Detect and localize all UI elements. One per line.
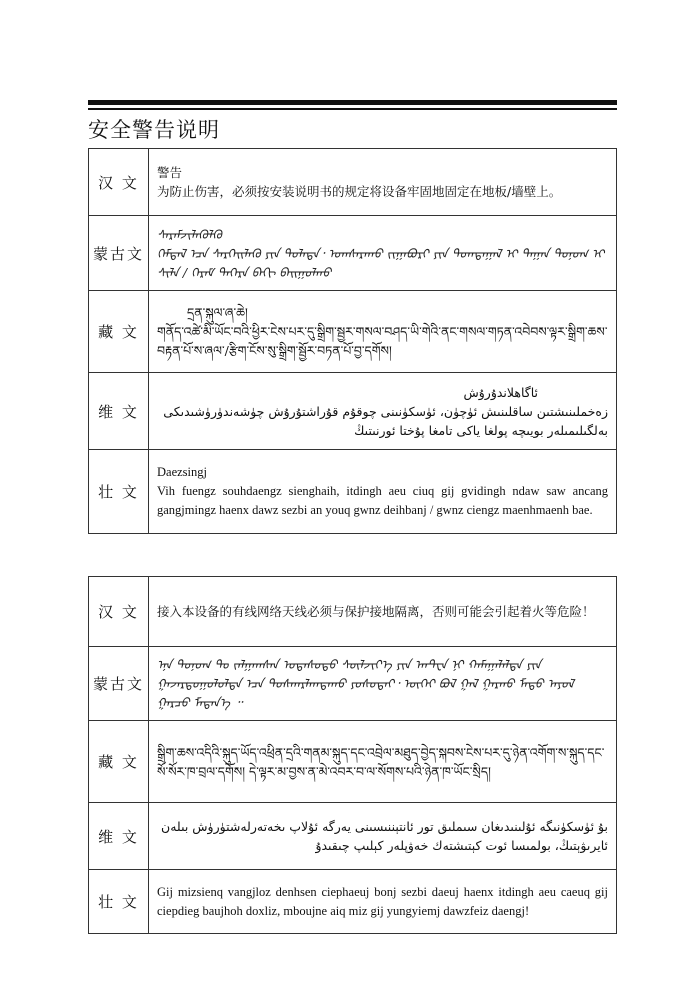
language-label: 汉 文: [89, 149, 149, 216]
language-label: 维 文: [89, 803, 149, 870]
language-label: 壮 文: [89, 450, 149, 534]
table-row: [89, 149, 617, 216]
header-rule-thin: [88, 108, 617, 110]
table-row: [89, 647, 617, 721]
language-label: 藏 文: [89, 291, 149, 373]
row-text: ᠭᠡᠮᠲᠡᠯ ᠡᠴᠡ ᠰᠡᠷᠭᠡᠢᠯᠡᠬᠦ ᠶᠢᠨ ᠲᠤᠯᠠᠳᠠ᠂ ᠤᠭᠰᠠᠷᠠᠬᠤ ᠵᠢᠭᠠᠪᠤᠷᠢ ᠶᠢᠨ ᠲᠣᠭᠲᠠᠭᠠᠯ ᠢ ᠳᠠᠭᠠᠨ ᠲᠣᠨᠣᠭ ᠢ ᠰᠢᠯᠠ / ᠬᠡᠷᠡᠮ ᠳᠡᠭᠡᠷᠡ ᠪᠠᠬᠢ ᠪᠠᠢᠭᠤᠯᠬᠤ: [157, 245, 605, 280]
row-content: [149, 450, 617, 534]
row-text: بۇ ئۈسكۈنىگە ئۇلىنىدىغان سىملىق تور ئانتېننىسىنى يەرگە ئۇلاپ ىخەتەرلەشتۈرۈش بىلەن ئايرىۋېتىڭ، بولمىسا ئوت كېتىشتەك خەۋپلەر كېلىپ چىقىدۇ: [149, 803, 617, 870]
row-heading: ئاگاھلاندۇرۇش: [463, 384, 538, 400]
table-row: [89, 450, 617, 534]
language-label: 蒙古文: [89, 216, 149, 291]
row-heading: ᠰᠡᠷᠡᠮᠵᠢᠯᠡᠭᠦᠯᠬᠦ: [157, 226, 222, 242]
row-content: [149, 216, 617, 291]
row-content: [149, 149, 617, 216]
row-text: ᠡᠨᠡ ᠲᠣᠨᠣᠭ ᠲᠤ ᠵᠠᠯᠭᠠᠭᠰᠠᠨ ᠤᠲᠠᠰᠤᠲᠤ ᠰᠦᠯᠵᠢᠶ᠎ᠡ ᠶᠢᠨ ᠠᠨᠲ᠋ᠧᠨ ᠨᠢ ᠬᠠᠮᠠᠭᠠᠯᠠᠯᠲᠠ ᠶᠢᠨ ᠭᠠᠵᠠᠷᠳᠤᠭᠤᠯᠤᠯᠲᠠ ᠡᠴᠡ ᠲᠤᠰᠭᠠᠷᠯᠠᠭᠳᠠᠬᠤ ᠶᠣᠰᠤᠲᠠᠢ᠂ ᠦᠭᠡᠢ ᠪᠣᠯ ᠭᠠᠯ ᠭᠠᠷᠬᠤ ᠮᠡᠲᠦ ᠠᠶᠤᠯ ᠭᠠᠷᠴᠤ ᠮᠡᠳᠡᠨ᠎ᠡ ᠃: [149, 647, 617, 721]
warning-table-grounding: [88, 576, 617, 934]
table-row: [89, 291, 617, 373]
language-label: 蒙古文: [89, 647, 149, 721]
table-row: [89, 216, 617, 291]
row-text: གནོད་འཚེ་མི་ཡོང་བའི་ཕྱིར་ངེས་པར་དུ་སྒྲིག་སྦྱར་གསལ་བཤད་ཡི་གེའི་ནང་གསལ་གཏན་འབེབས་ལྟར་སྒྲིག་ཆས་བརྟན་པོ་ས་ཞལ་/རྩིག་ངོས་སུ་སྒྲིག་སྦྱོར་བཏན་པོ་བྱ་དགོས།: [157, 324, 608, 358]
row-heading: དྲན་སྐུལ་ཞ་ཆེ།: [187, 305, 248, 320]
row-text: སྒྲིག་ཆས་འདིའི་སྐུད་ཡོད་འཕྲིན་དྲའི་གནམ་སྐུད་དང་འབྲེལ་མཐུད་བྱེད་སྐབས་ངེས་པར་དུ་ཉེན་འགོག་ས་སྐུད་དང་སོ་སོར་ཁ་བྲལ་དགོས། དེ་ལྟར་མ་བྱས་ན་མེ་འབར་བ་ལ་སོགས་པའི་ཉེན་ཁ་ཡོང་སྲིད།: [149, 721, 617, 803]
table-row: [89, 373, 617, 450]
table-row: [89, 803, 617, 870]
row-text: Gij mizsienq vangjloz denhsen ciephaeuj bonj sezbi daeuj haenx itdingh aeu caeuq gij ciepdieg baujhoh doxliz, mboujne aiq miz gij yungyiemj dawzfeiz daengj!: [149, 870, 617, 934]
language-label: 汉 文: [89, 577, 149, 647]
table-row: [89, 721, 617, 803]
page-title: 安全警告说明: [88, 118, 220, 142]
row-text: 接入本设备的有线网络天线必须与保护接地隔离，否则可能会引起着火等危险！: [149, 577, 617, 647]
row-content: [149, 291, 617, 373]
language-label: 维 文: [89, 373, 149, 450]
header-rule-thick: [88, 100, 617, 105]
row-heading: 警告: [157, 165, 183, 180]
warning-table-anchoring: [88, 148, 617, 534]
table-row: [89, 870, 617, 934]
table-row: [89, 577, 617, 647]
language-label: 壮 文: [89, 870, 149, 934]
row-text: زەخملىنىشتىن ساقلىنىش ئۈچۈن، ئۈسكۈنىنى چوقۇم قۇراشتۇرۇش چۈشەندۈرۈشىدىكى بەلگىلىمىلەر بويىچە پولغا ياكى تامغا پۇختا ئورنىتىڭ: [163, 403, 608, 438]
row-text: Vih fuengz souhdaengz sienghaih, itdingh aeu ciuq gij gvidingh ndaw saw ancang gangjmingz haenx dawz sezbi an youq gwnz deihbanj / gwnz ciengz maenhmaenh bae.: [157, 484, 608, 517]
row-heading: Daezsingj: [157, 465, 207, 479]
row-content: [149, 373, 617, 450]
language-label: 藏 文: [89, 721, 149, 803]
row-text: 为防止伤害，必须按安装说明书的规定将设备牢固地固定在地板/墙壁上。: [157, 184, 562, 199]
